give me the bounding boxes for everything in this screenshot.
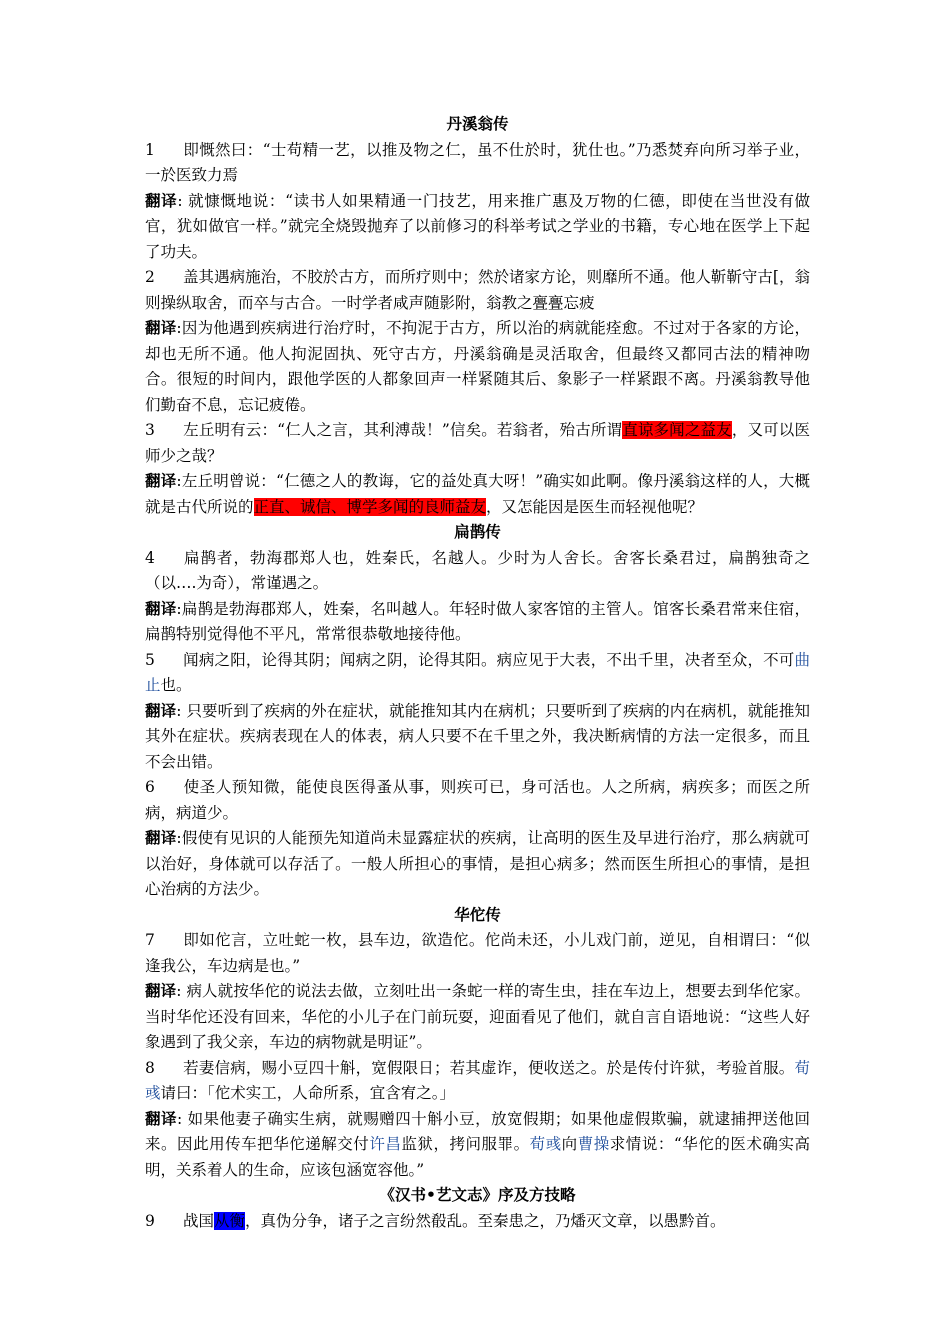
highlighted-phrase: 正直、诚信、博学多闻的良师益友 xyxy=(253,497,487,516)
linked-term[interactable]: 曲止 xyxy=(145,650,810,694)
passage-text: 使圣人预知微，能使良医得蚤从事，则疾可已，身可活也。人之所病，病疾多；而医之所病，病道少。 xyxy=(145,778,810,822)
passage-text: 也。 xyxy=(160,676,192,694)
section-title-huatuo: 华佗传 xyxy=(454,905,501,924)
linked-term[interactable]: 荀彧 xyxy=(145,1058,810,1102)
passage-number: 5 xyxy=(145,650,155,669)
passage-number: 1 xyxy=(145,140,155,159)
translation-text: 监狱，拷问服罪。 xyxy=(401,1135,530,1153)
linked-term[interactable]: 许昌 xyxy=(369,1135,402,1153)
translation-5 xyxy=(145,699,810,776)
passage-9 xyxy=(145,1209,810,1235)
passage-number: 4 xyxy=(145,548,155,567)
passage-number: 2 xyxy=(145,268,155,286)
section-title-bianque: 扁鹊传 xyxy=(454,523,501,541)
passage-5 xyxy=(145,648,810,699)
passage-number: 9 xyxy=(145,1211,155,1230)
passage-text: 即如佗言，立吐蛇一枚，县车边，欲造佗。佗尚未还，小儿戏门前，逆见，自相谓曰：“似逢我公，车边病是也。” xyxy=(145,931,810,975)
label-sep: : xyxy=(177,191,183,210)
translation-text: 只要听到了疾病的外在症状，就能推知其内在病机；只要听到了疾病的内在病机，就能推知其外在症状。疾病表现在人的体表，病人只要不在千里之外，我决断病情的方法一定很多，而且不会出错。 xyxy=(145,701,810,771)
label-sep: : xyxy=(176,1109,183,1128)
linked-term[interactable]: 曹操 xyxy=(577,1135,610,1153)
passage-8 xyxy=(145,1056,810,1107)
translation-text: 病人就按华佗的说法去做，立刻吐出一条蛇一样的寄生虫，挂在车边上，想要去到华佗家。当时华佗还没有回来，华佗的小儿子在门前玩耍，迎面看见了他们，就自言自语地说：“这些人好象遇到了我父亲，车边的病物就是明证”。 xyxy=(145,982,810,1051)
translation-label: 翻译 xyxy=(145,599,177,618)
translation-label: 翻译 xyxy=(145,191,178,210)
passage-7 xyxy=(145,928,810,979)
section-title-hanshu: 《汉书•艺文志》序及方技略 xyxy=(379,1186,576,1204)
passage-text: ，又可以医师少之哉？ xyxy=(145,421,810,465)
translation-3 xyxy=(145,469,810,520)
label-sep: : xyxy=(176,319,182,337)
label-sep: : xyxy=(176,982,182,1000)
passage-text: ，真伪分争，诸子之言纷然殽乱。至秦患之，乃燔灭文章，以愚黔首。 xyxy=(245,1211,726,1230)
passage-3 xyxy=(145,418,810,469)
translation-8 xyxy=(145,1107,810,1184)
translation-text: ，又怎能因是医生而轻视他呢？ xyxy=(486,497,704,516)
passage-number: 7 xyxy=(145,931,155,949)
passage-number: 8 xyxy=(145,1058,155,1077)
translation-2 xyxy=(145,316,810,418)
translation-label: 翻译 xyxy=(145,829,177,847)
translation-text: 向 xyxy=(561,1135,578,1153)
translation-4 xyxy=(145,597,810,648)
translation-text: 如果他妻子确实生病，就赐赠四十斛小豆，放宽假期；如果他虚假欺骗，就逮捕押送他回来。因此用传车把华佗递解交付 xyxy=(145,1109,810,1153)
translation-text: 因为他遇到疾病进行治疗时，不拘泥于古方，所以治的病就能痊愈。不过对于各家的方论，却也无所不通。他人拘泥固执、死守古方，丹溪翁确是灵活取舍，但最终又都同古法的精神吻合。很短的时间内，跟他学医的人都象回声一样紧随其后、象影子一样紧跟不离。丹溪翁教导他们勤奋不息，忘记疲倦。 xyxy=(145,319,810,414)
translation-7 xyxy=(145,979,810,1056)
translation-label: 翻译 xyxy=(145,701,177,720)
highlighted-phrase: 直谅多闻之益友 xyxy=(622,421,732,439)
label-sep: : xyxy=(176,829,182,847)
passage-text: 左丘明有云：“仁人之言，其利溥哉！”信矣。若翁者，殆古所谓 xyxy=(183,421,623,439)
passage-number: 6 xyxy=(145,778,155,796)
translation-1 xyxy=(145,189,810,266)
passage-text: 扁鹊者，勃海郡郑人也，姓秦氏，名越人。少时为人舍长。舍客长桑君过，扁鹊独奇之（以….为奇），常谨遇之。 xyxy=(145,548,810,592)
label-sep: : xyxy=(176,472,182,490)
document-page xyxy=(145,112,810,1234)
passage-text: 盖其遇病施治，不胶於古方，而所疗则中；然於诸家方论，则靡所不通。他人靳靳守古[，翁则操纵取舍，而卒与古合。一时学者咸声随影附，翁教之亹亹忘疲 xyxy=(145,268,810,312)
label-sep: : xyxy=(176,701,182,720)
passage-6 xyxy=(145,775,810,826)
highlighted-phrase: 从衡 xyxy=(214,1211,246,1230)
translation-text: 扁鹊是勃海郡郑人，姓秦，名叫越人。年轻时做人家客馆的主管人。馆客长桑君常来住宿，扁鹊特别觉得他不平凡，常常很恭敬地接待他。 xyxy=(145,599,810,643)
translation-label: 翻译 xyxy=(145,472,177,490)
label-sep: : xyxy=(176,599,182,618)
passage-1 xyxy=(145,138,810,189)
passage-text: 战国 xyxy=(183,1211,215,1230)
translation-text: 左丘明曾说：“仁德之人的教诲，它的益处真大呀！”确实如此啊。像丹溪翁这样的人，大概就是古代所说的 xyxy=(145,472,810,516)
translation-text: 假使有见识的人能预先知道尚未显露症状的疾病，让高明的医生及早进行治疗，那么病就可以治好，身体就可以存活了。一般人所担心的事情，是担心病多；然而医生所担心的事情，是担心治病的方法少。 xyxy=(145,829,810,898)
passage-text: 若妻信病，赐小豆四十斛，宽假限日；若其虚诈，便收送之。於是传付许狱，考验首服。 xyxy=(183,1058,795,1077)
translation-6 xyxy=(145,826,810,903)
section-title-danxi: 丹溪翁传 xyxy=(446,115,509,133)
translation-text: 求情说：“华佗的医术确实高明，关系着人的生命，应该包涵宽容他。” xyxy=(145,1135,810,1179)
passage-text: 即慨然曰：“士苟精一艺，以推及物之仁，虽不仕於时，犹仕也。”乃悉焚弃向所习举子业，一於医致力焉 xyxy=(145,140,810,184)
linked-term[interactable]: 荀彧 xyxy=(529,1135,562,1153)
translation-label: 翻译 xyxy=(145,1109,177,1128)
passage-4 xyxy=(145,546,810,597)
translation-label: 翻译 xyxy=(145,982,177,1000)
passage-text: 请曰：「佗术实工，人命所系，宜含宥之。」 xyxy=(160,1084,456,1102)
passage-number: 3 xyxy=(145,421,155,439)
translation-text: 就慷慨地说：“读书人如果精通一门技艺，用来推广惠及万物的仁德，即使在当世没有做官，犹如做官一样。”就完全烧毁抛弃了以前修习的科举考试之学业的书籍，专心地在医学上下起了功夫。 xyxy=(145,191,810,261)
translation-label: 翻译 xyxy=(145,319,177,337)
passage-2 xyxy=(145,265,810,316)
passage-text: 闻病之阳，论得其阴；闻病之阴，论得其阳。病应见于大表，不出千里，决者至众，不可 xyxy=(183,650,795,669)
